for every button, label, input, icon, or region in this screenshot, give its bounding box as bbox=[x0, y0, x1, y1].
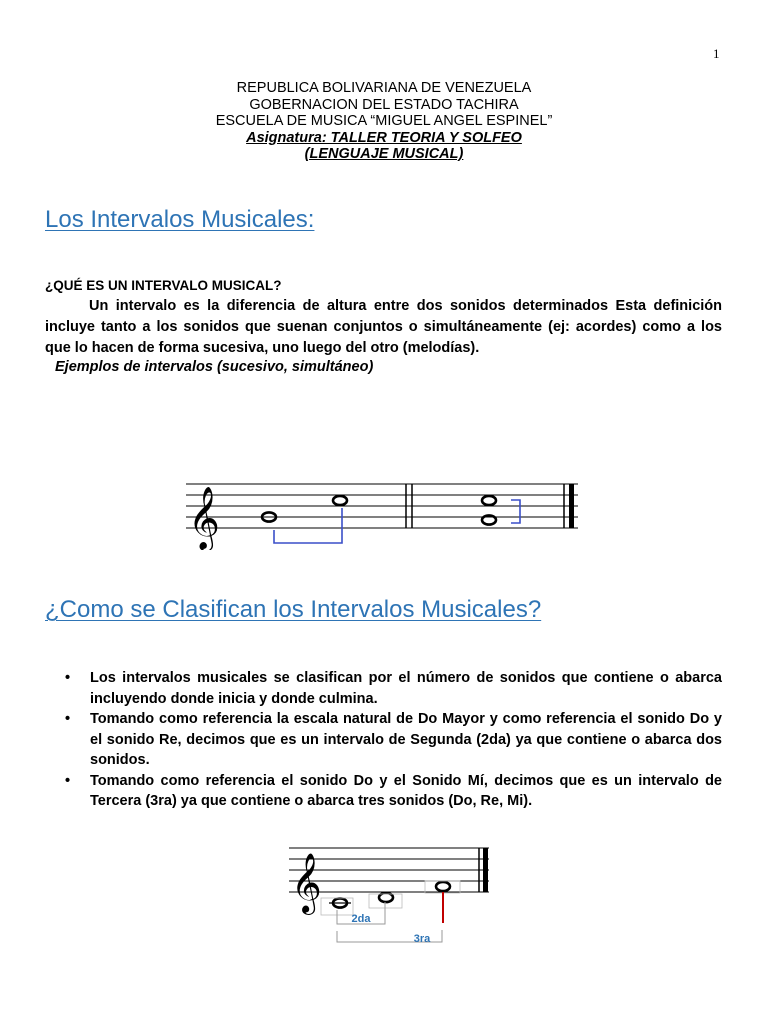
second-third-staff bbox=[285, 838, 495, 948]
header-line-country: REPUBLICA BOLIVARIANA DE VENEZUELA bbox=[236, 80, 532, 96]
treble-clef-icon: 𝄞 bbox=[291, 853, 322, 913]
classification-list bbox=[45, 668, 722, 812]
treble-clef-icon: 𝄞 bbox=[188, 486, 220, 549]
note-mi bbox=[436, 882, 450, 891]
list-item: • Los intervalos musicales se clasifican por el número de sonidos que contiene o abarca incluyendo donde inicia y donde culmina. bbox=[65, 670, 722, 707]
section-title-classification: ¿Como se Clasifican los Intervalos Musicales? bbox=[45, 596, 542, 623]
document-header bbox=[0, 80, 768, 163]
examples-label: Ejemplos de intervalos (sucesivo, simultáneo) bbox=[55, 359, 374, 375]
definition-text: Un intervalo es la diferencia de altura entre dos sonidos determinados Esta definición incluye tanto a los sonidos que suenan conjuntos o simultáneamente (ej: acordes) como a los que lo hacen de forma sucesiva, uno luego del otro (melodías). bbox=[45, 298, 722, 356]
label-3ra: 3ra bbox=[413, 933, 431, 945]
section-title-intervals: Los Intervalos Musicales: bbox=[45, 206, 315, 233]
list-item: • Tomando como referencia el sonido Do y el Sonido Mí, decimos que es un intervalo de Tercera (3ra) ya que contiene o abarca tres sonidos (Do, Re, Mi). bbox=[65, 772, 722, 809]
definition-paragraph bbox=[45, 296, 722, 359]
header-line-government: GOBERNACION DEL ESTADO TACHIRA bbox=[249, 96, 519, 113]
question-heading: ¿QUÉ ES UN INTERVALO MUSICAL? bbox=[45, 278, 282, 293]
header-line-subtitle: (LENGUAJE MUSICAL) bbox=[304, 146, 464, 162]
page-number: 1 bbox=[713, 46, 720, 61]
harmonic-interval-bracket bbox=[511, 500, 520, 523]
header-line-subject: Asignatura: TALLER TEORIA Y SOLFEO bbox=[246, 129, 522, 146]
melodic-interval-bracket bbox=[274, 508, 342, 543]
interval-examples-staff bbox=[180, 460, 600, 550]
note-chord-top bbox=[482, 496, 496, 505]
label-2da: 2da bbox=[351, 913, 371, 925]
note-si bbox=[333, 496, 347, 505]
list-item: • Tomando como referencia la escala natural de Do Mayor y como referencia el sonido Do y el sonido Re, decimos que es un intervalo de Segunda (2da) ya que contiene o abarca dos sonidos. bbox=[65, 711, 722, 768]
header-line-school: ESCUELA DE MUSICA “MIGUEL ANGEL ESPINEL” bbox=[215, 113, 553, 129]
